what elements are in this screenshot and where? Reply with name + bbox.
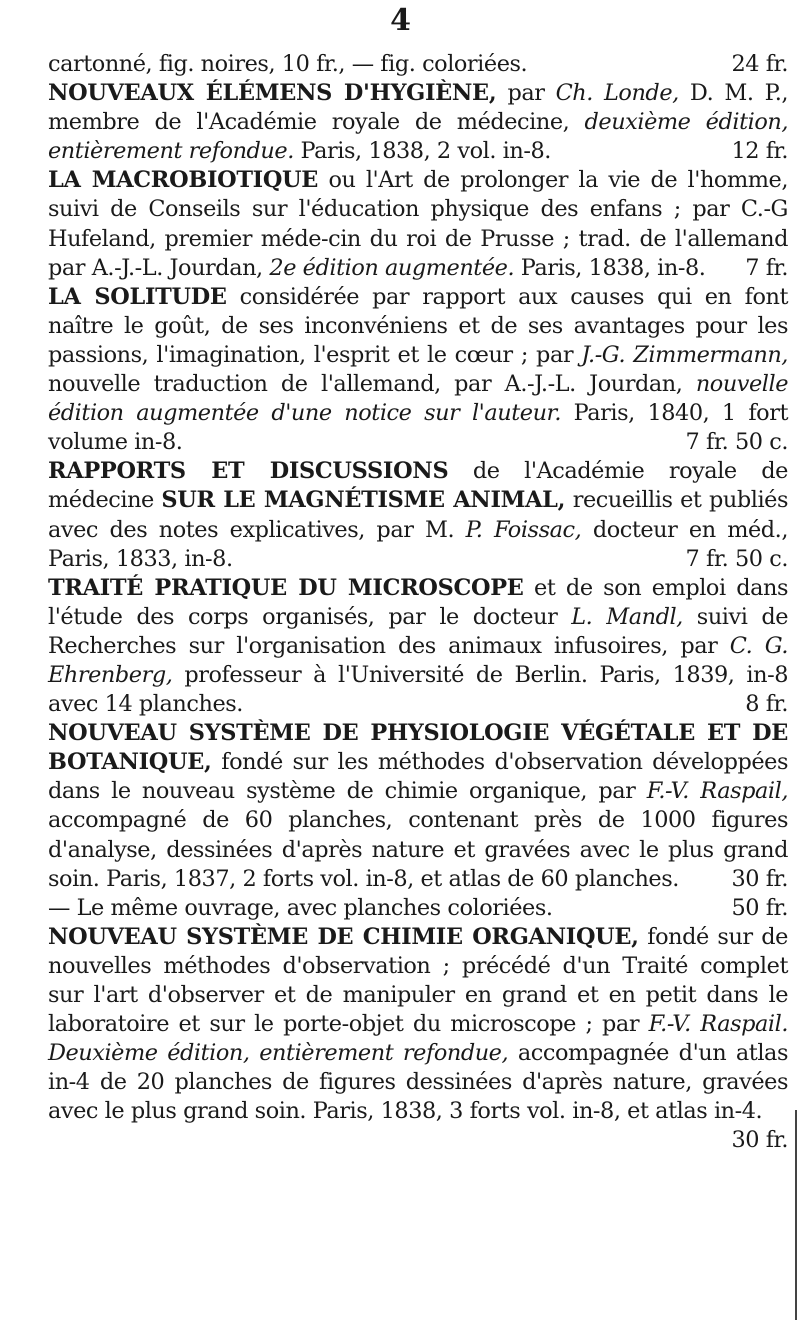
entry-author: J.-G. Zimmermann, [581,341,788,368]
entry-price: 30 fr. [731,865,788,892]
entry-title: NOUVEAU SYSTÈME DE CHIMIE ORGANIQUE, [48,923,639,950]
entry-price: 30 fr. [731,1127,788,1154]
entry-title-secondary: SUR LE MAGNÉTISME ANIMAL, [161,487,566,514]
page-edge-line [795,1110,797,1320]
page-number: 4 [390,3,411,38]
entry-author: Ch. Londe, [555,80,679,107]
entry-title: TRAITÉ PRATIQUE DU MICROSCOPE [48,574,524,601]
book-catalog [48,50,788,1156]
entry-text: par [507,80,545,107]
entry-text: et de son emploi dans l'étude des corps organisés, par le docteur [48,574,788,630]
entry-text: — Le même ouvrage, avec planches coloriées. [48,894,553,921]
entry-text: fondé sur les méthodes d'observation développées dans le nouveau système de chimie organique, par [48,749,789,805]
entry-edition: nouvelle édition augmentée d'une notice sur l'auteur. [48,371,789,427]
entry-imprint: accompagné de 60 planches, contenant près de 1000 figures d'analyse, dessinées d'après nature et gravées avec le plus grand soin. Paris, 1837, 2 forts vol. in-8, et atlas de 60 planches. [48,807,788,892]
entry-edition: deuxième édition, entièrement refondue. [48,109,789,165]
catalog-entry-physiologie [48,719,788,894]
entry-author: F.-V. Raspail. [648,1011,788,1038]
catalog-entry-physiologie-colorie [48,894,788,923]
entry-price: 12 fr. [731,138,788,165]
entry-title: NOUVEAU SYSTÈME DE PHYSIOLOGIE VÉGÉTALE ET DE BOTANIQUE, [48,720,788,776]
entry-text: cartonné, fig. noires, 10 fr., — fig. coloriées. [48,51,528,77]
entry-imprint: Paris, 1838, 2 vol. in-8. [300,138,551,165]
entry-text: recueillis et publiés avec des notes explicatives, par M. [48,487,788,543]
catalog-entry-magnetisme [48,457,788,573]
entry-text: fondé sur de nouvelles méthodes d'observation ; précédé d'un Traité complet sur l'art d'observer et de manipuler en grand et en petit dans le laboratoire et sur le porte-objet du microscope ; par [48,923,788,1038]
entry-text: ou l'Art de prolonger la vie de l'homme, suivi de Conseils sur l'éducation physique des enfans ; par C.-G Hufeland, premier méde-cin du roi de Prusse ; trad. de l'allemand par A.-J.-L. Jourdan, [48,167,788,281]
entry-price: 50 fr. [731,894,788,921]
entry-imprint: Paris, 1840, 1 fort volume in-8. [48,400,788,456]
catalog-entry-macrobiotique [48,166,788,282]
entry-text: considérée par rapport aux causes qui en font naître le goût, de ses inconvéniens et de ses avantages pour les passions, l'imagination, l'esprit et le cœur ; par [48,283,788,368]
entry-edition: 2e édition augmentée. [269,254,515,281]
entry-author: L. Mandl, [571,603,683,630]
entry-title: LA MACROBIOTIQUE [48,167,319,194]
entry-imprint: professeur à l'Université de Berlin. Paris, 1839, in-8 avec 14 planches. [48,661,788,718]
entry-text: nouvelle traduction de l'allemand, par A.-J.-L. Jourdan, [48,371,683,398]
entry-price: 7 fr. 50 c. [685,545,788,572]
entry-edition: Deuxième édition, entièrement refondue, [48,1040,509,1067]
catalog-entry-cartonne [48,50,788,79]
entry-author: F.-V. Raspail, [646,778,789,805]
entry-text: D. M. P., membre de l'Académie royale de médecine, [48,80,789,136]
entry-author: P. Foissac, [465,516,582,543]
entry-text: de l'Académie royale de médecine [48,458,788,514]
entry-text: suivi de Recherches sur l'organisation des animaux infusoires, par [48,603,789,659]
entry-author-secondary: C. G. Ehrenberg, [48,632,789,688]
catalog-entry-microscope [48,574,788,719]
entry-imprint: Paris, 1838, in-8. [520,254,706,281]
catalog-entry-hygiene [48,79,788,166]
catalog-entry-chimie [48,923,788,1156]
entry-title: RAPPORTS ET DISCUSSIONS [48,458,449,485]
entry-price: 8 fr. [745,691,788,718]
entry-title: NOUVEAUX ÉLÉMENS D'HYGIÈNE, [48,80,497,107]
entry-price: 7 fr. 50 c. [685,429,788,456]
entry-title: LA SOLITUDE [48,283,227,310]
entry-price: 24 fr. [731,51,788,77]
entry-imprint: docteur en méd., Paris, 1833, in-8. [48,516,789,572]
entry-imprint: accompagnée d'un atlas in-4 de 20 planches de figures dessinées d'après nature, gravées avec le plus grand soin. Paris, 1838, 3 forts vol. in-8, et atlas in-4. [48,1040,789,1125]
entry-price: 7 fr. [745,254,788,281]
catalog-entry-solitude [48,283,788,458]
